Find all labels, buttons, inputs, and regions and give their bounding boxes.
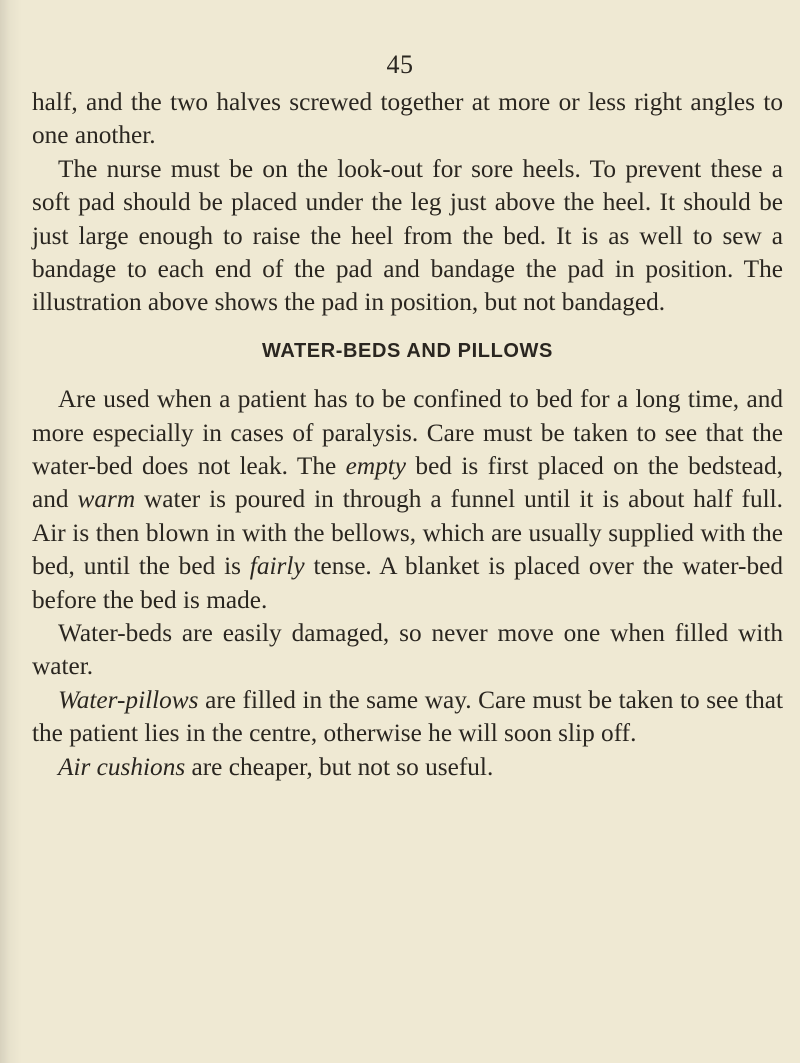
- text-run: bed is first placed on the bedstead, and: [32, 452, 783, 514]
- text-run: water is poured in through a funnel until it is about half full. Air is then blown in with the bellows, which are usually supplied with the bed, until the bed is: [32, 485, 784, 581]
- paragraph-water-pillows: [32, 684, 783, 751]
- text-run: Are used when a patient has to be confined to bed for a long time, and more especially in cases of paralysis. Care must be taken to see that the water-bed does not leak. The: [32, 385, 783, 481]
- paragraph-damage-warning: Water-beds are easily damaged, so never move one when filled with water.: [32, 619, 783, 681]
- emphasis-empty: empty: [345, 452, 407, 481]
- term-water-pillows: Water-pillows: [58, 685, 199, 714]
- paragraph-continuation: half, and the two halves screwed together at more or less right angles to one another.: [32, 88, 783, 150]
- text-run: tense. A blanket is placed over the water-bed before the bed is made.: [32, 552, 784, 614]
- emphasis-warm: warm: [77, 485, 136, 514]
- text-run: are filled in the same way. Care must be taken to see that the patient lies in the centre, otherwise he will soon slip off.: [32, 685, 783, 748]
- term-air-cushions: Air cushions: [58, 752, 186, 781]
- page-number: 45: [386, 50, 414, 79]
- section-heading: WATER-BEDS AND PILLOWS: [262, 339, 553, 362]
- paragraph-water-beds: [32, 383, 783, 617]
- paragraph-sore-heels: The nurse must be on the look-out for sore heels. To prevent these a soft pad should be placed under the leg just above the heel. It should be just large enough to raise the heel from the bed. It is as well to sew a bandage to each end of the pad and bandage the pad in position. The illustration above shows the pad in position, but not bandaged.: [32, 154, 783, 317]
- paragraph-air-cushions: [32, 751, 783, 784]
- emphasis-fairly: fairly: [249, 552, 305, 581]
- text-run: are cheaper, but not so useful.: [185, 752, 494, 781]
- page-body: [32, 86, 783, 784]
